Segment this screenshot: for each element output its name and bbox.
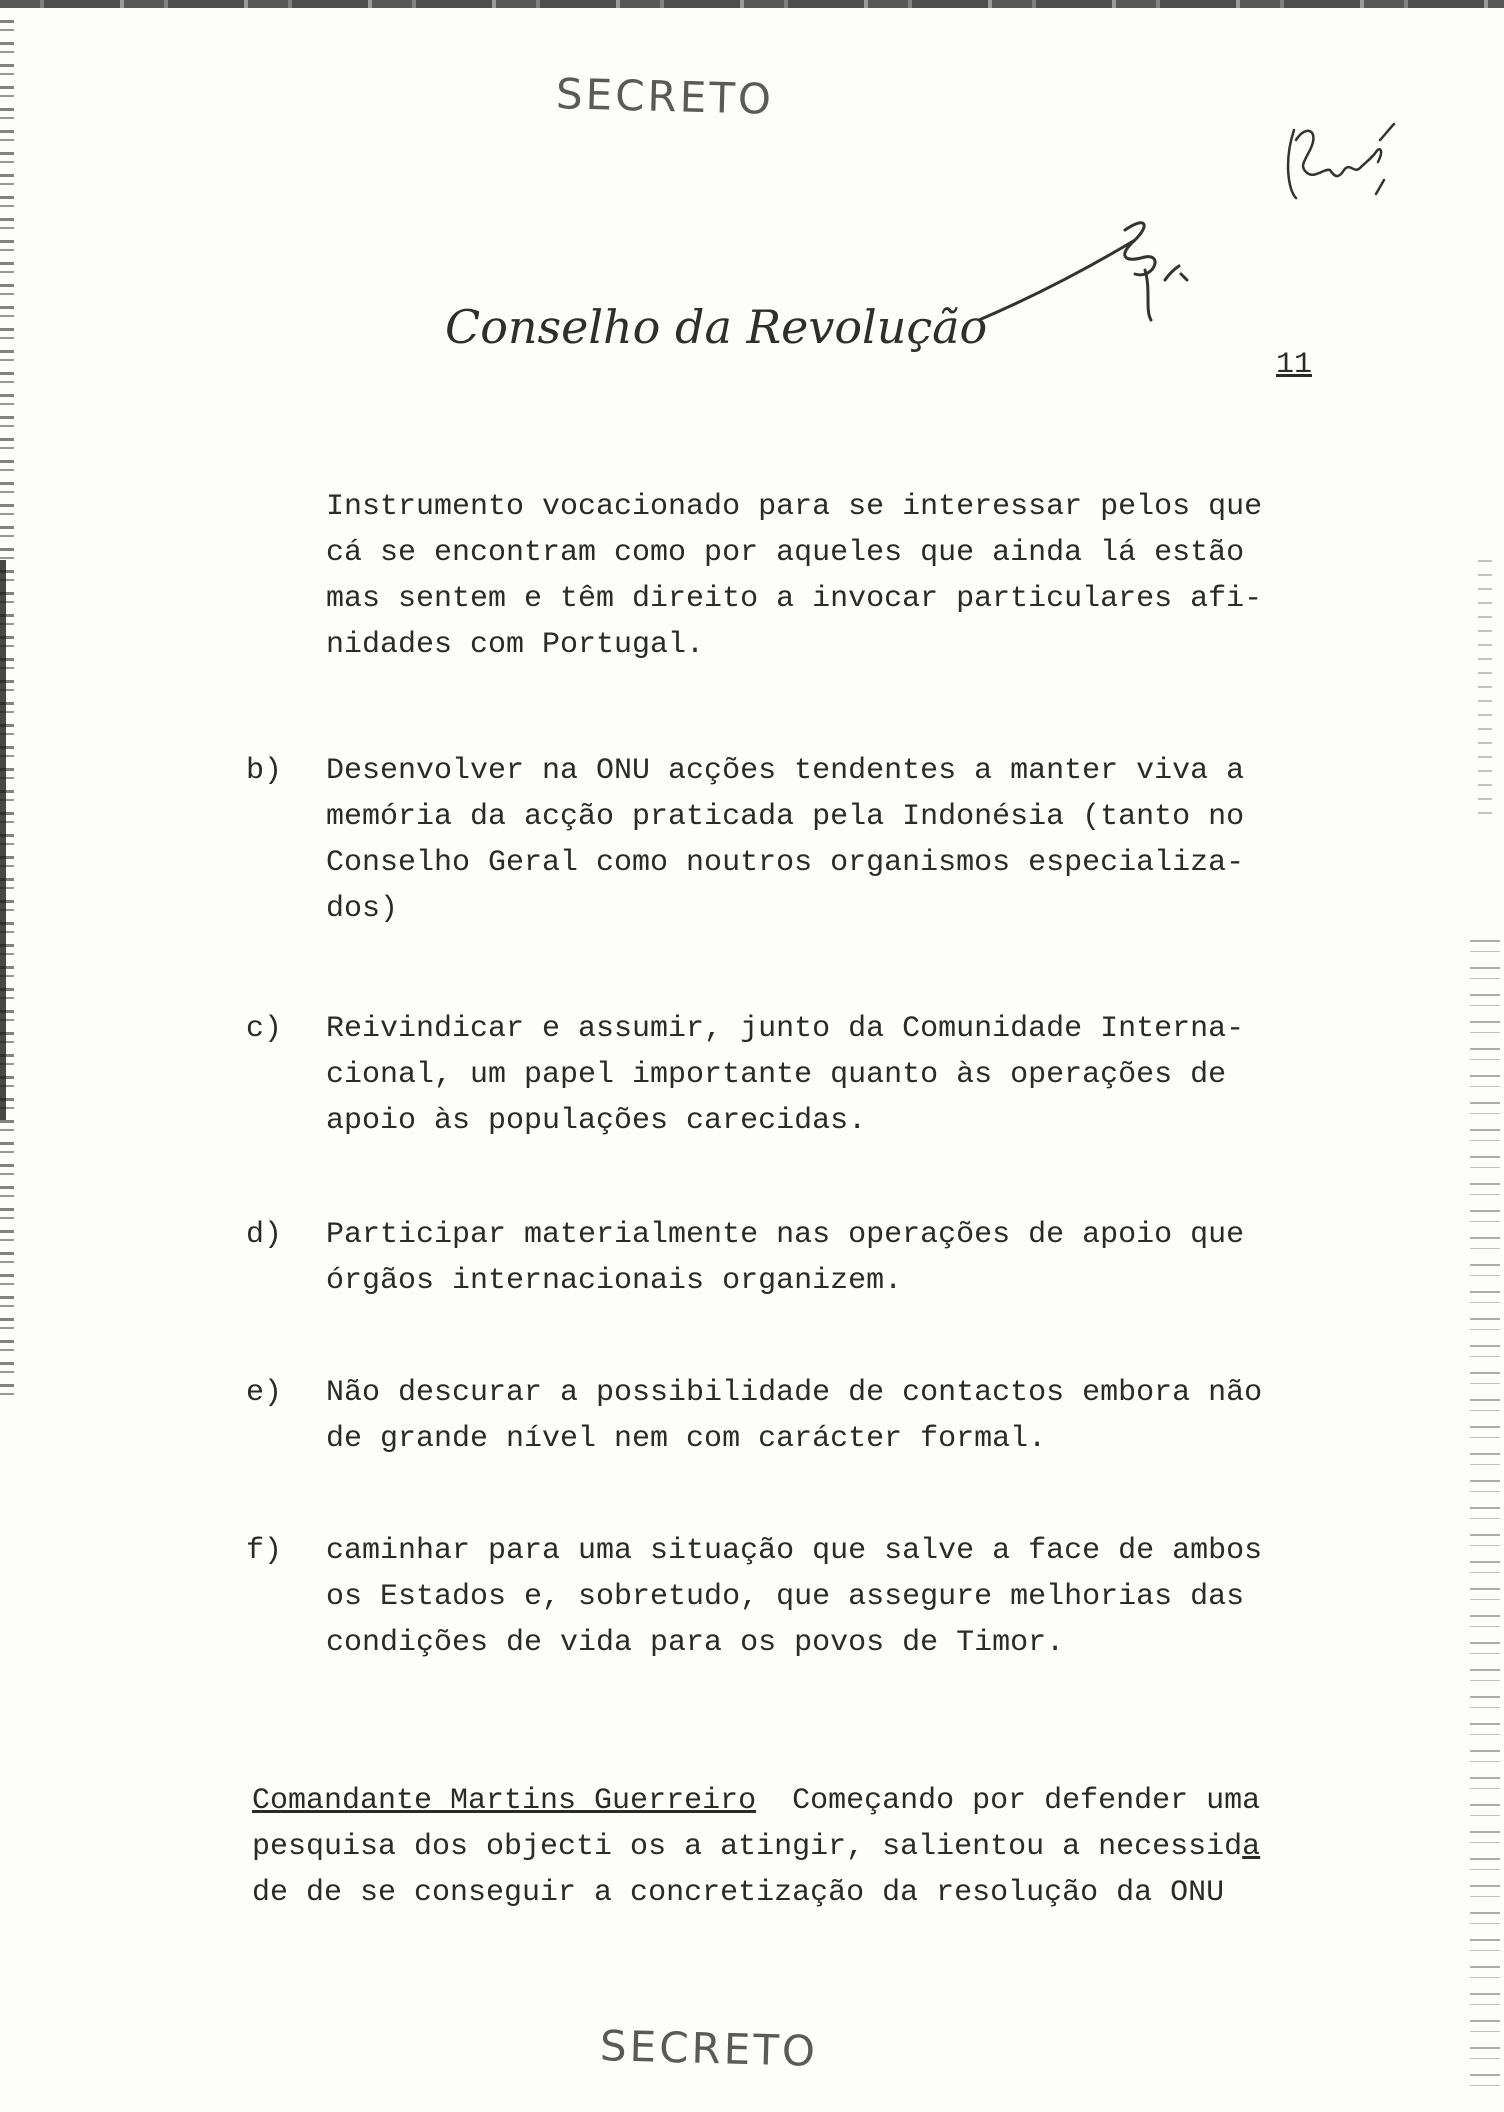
list-marker: e) bbox=[246, 1376, 283, 1410]
list-marker: c) bbox=[246, 1012, 283, 1046]
text-line: caminhar para uma situação que salve a face de ambos bbox=[326, 1534, 1263, 1568]
text-line: de grande nível nem com carácter formal. bbox=[326, 1422, 1047, 1456]
list-marker: b) bbox=[246, 754, 283, 788]
classification-stamp-top: SECRETO bbox=[555, 69, 775, 124]
intro-line: nidades com Portugal. bbox=[326, 628, 705, 662]
page-number: 11 bbox=[1276, 348, 1313, 382]
text-line: condições de vida para os povos de Timor. bbox=[326, 1626, 1065, 1660]
text-line: memória da acção praticada pela Indonésia (tanto no bbox=[326, 800, 1245, 834]
text-line: órgãos internacionais organizem. bbox=[326, 1264, 903, 1298]
text-line: Participar materialmente nas operações de apoio que bbox=[326, 1218, 1245, 1252]
list-item-text bbox=[326, 1528, 1262, 1666]
text-line: os Estados e, sobretudo, que assegure melhorias das bbox=[326, 1580, 1245, 1614]
text-line: apoio às populações carecidas. bbox=[326, 1104, 867, 1138]
scan-left-shadow bbox=[0, 560, 6, 1120]
text-line: dos) bbox=[326, 892, 399, 926]
scan-right-edge-upper bbox=[1478, 560, 1492, 820]
classification-stamp-bottom: SECRETO bbox=[599, 2021, 819, 2076]
scan-right-edge bbox=[1470, 940, 1500, 2100]
text-line bbox=[252, 1778, 1342, 1824]
intro-line: mas sentem e têm direito a invocar particulares afi- bbox=[326, 582, 1263, 616]
text-line: Conselho Geral como noutros organismos especializa- bbox=[326, 846, 1245, 880]
text-line: de de se conseguir a concretização da resolução da ONU bbox=[252, 1876, 1225, 1910]
text-line bbox=[252, 1824, 1342, 1870]
handwritten-signature bbox=[975, 210, 1195, 340]
text-line: Desenvolver na ONU acções tendentes a manter viva a bbox=[326, 754, 1245, 788]
list-marker: d) bbox=[246, 1218, 283, 1252]
list-marker: f) bbox=[246, 1534, 283, 1568]
list-item-text bbox=[326, 1212, 1244, 1304]
text-fragment-underlined: a bbox=[1242, 1830, 1261, 1864]
text-fragment: pesquisa dos objecti os a atingir, salientou a necessid bbox=[252, 1830, 1243, 1864]
intro-line: Instrumento vocacionado para se interessar pelos que bbox=[326, 490, 1263, 524]
list-item-text bbox=[326, 1006, 1244, 1144]
closing-paragraph bbox=[252, 1778, 1342, 1916]
intro-paragraph bbox=[326, 484, 1326, 668]
speaker-name: Comandante Martins Guerreiro bbox=[252, 1784, 757, 1818]
text-line: Reivindicar e assumir, junto da Comunidade Interna- bbox=[326, 1012, 1245, 1046]
text-fragment: Começando por defender uma bbox=[756, 1784, 1261, 1818]
letterhead-title: Conselho da Revolução bbox=[445, 300, 988, 354]
text-line: Não descurar a possibilidade de contactos embora não bbox=[326, 1376, 1263, 1410]
handwritten-initials-signature bbox=[1280, 110, 1400, 210]
text-line: cional, um papel importante quanto às operações de bbox=[326, 1058, 1227, 1092]
scan-top-edge bbox=[0, 0, 1504, 8]
list-item-text bbox=[326, 1370, 1262, 1462]
list-item-text bbox=[326, 748, 1244, 932]
intro-line: cá se encontram como por aqueles que ainda lá estão bbox=[326, 536, 1245, 570]
